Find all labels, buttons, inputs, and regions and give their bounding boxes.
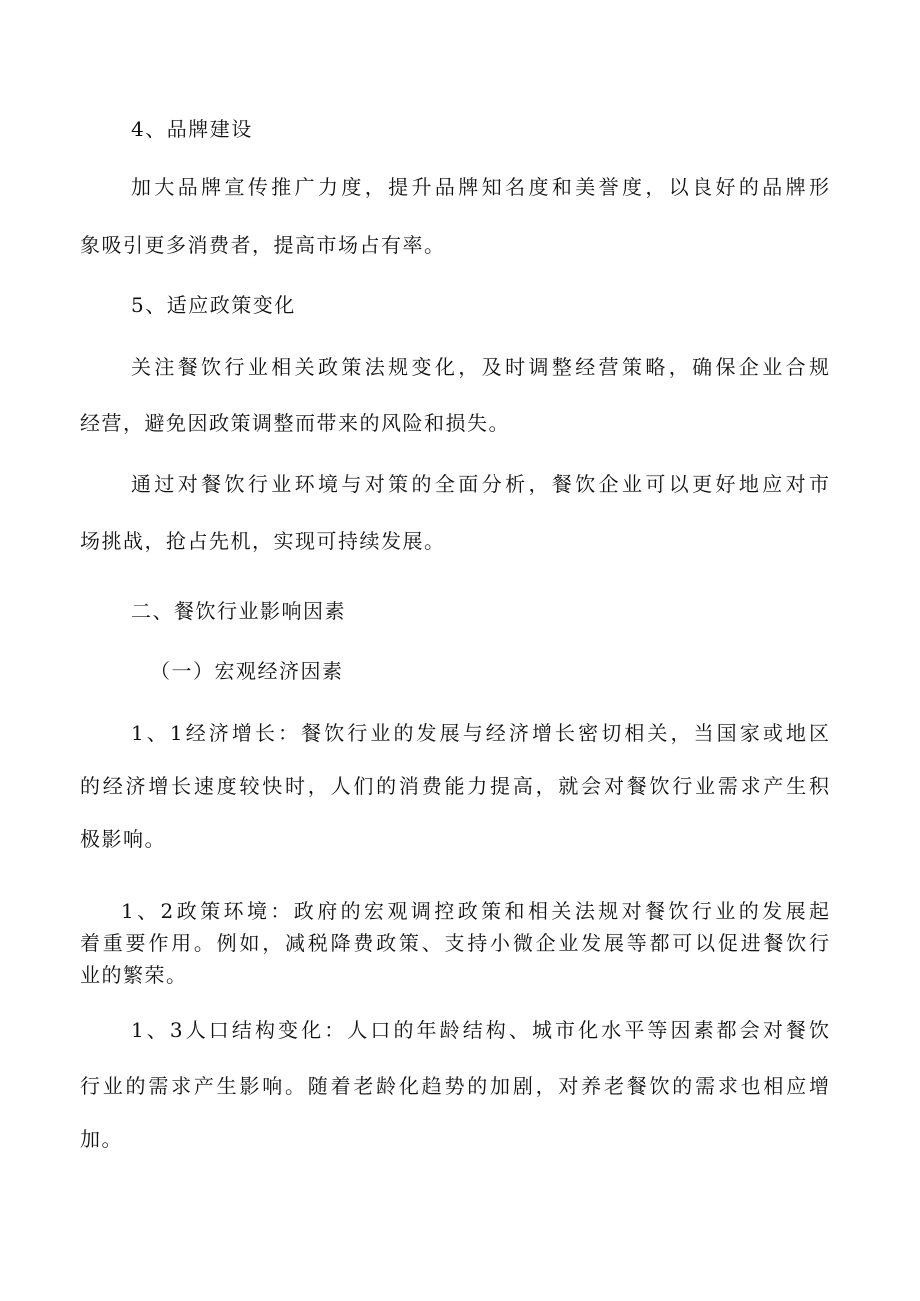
section-heading-brand: 4、品牌建设 <box>131 117 253 141</box>
paragraph-line: 1、2政策环境：政府的宏观调控政策和相关法规对餐饮行业的发展起 <box>121 899 829 923</box>
paragraph-line: 加。 <box>80 1127 123 1151</box>
paragraph-line: 着重要作用。例如，减税降费政策、支持小微企业发展等都可以促进餐饮行 <box>80 931 829 955</box>
paragraph-line: 的经济增长速度较快时，人们的消费能力提高，就会对餐饮行业需求产生积 <box>80 774 829 798</box>
paragraph-line: 行业的需求产生影响。随着老龄化趋势的加剧，对养老餐饮的需求也相应增 <box>80 1074 829 1098</box>
section-heading-policy: 5、适应政策变化 <box>131 293 296 317</box>
paragraph-line: 关注餐饮行业相关政策法规变化，及时调整经营策略，确保企业合规 <box>131 355 829 379</box>
paragraph-line: 通过对餐饮行业环境与对策的全面分析，餐饮企业可以更好地应对市 <box>131 472 829 496</box>
paragraph-line: 经营，避免因政策调整而带来的风险和损失。 <box>80 411 510 435</box>
chapter-heading-factors: 二、餐饮行业影响因素 <box>131 599 346 623</box>
paragraph-line: 1、3人口结构变化：人口的年龄结构、城市化水平等因素都会对餐饮 <box>131 1018 829 1042</box>
paragraph-line: 象吸引更多消费者，提高市场占有率。 <box>80 233 446 257</box>
subsection-heading-macro: （一）宏观经济因素 <box>150 659 344 683</box>
paragraph-line: 场挑战，抢占先机，实现可持续发展。 <box>80 529 446 553</box>
paragraph-line: 加大品牌宣传推广力度，提升品牌知名度和美誉度，以良好的品牌形 <box>131 175 829 199</box>
paragraph-line: 极影响。 <box>80 827 166 851</box>
paragraph-line: 1、1经济增长：餐饮行业的发展与经济增长密切相关，当国家或地区 <box>131 721 829 745</box>
paragraph-line: 业的繁荣。 <box>80 963 188 987</box>
